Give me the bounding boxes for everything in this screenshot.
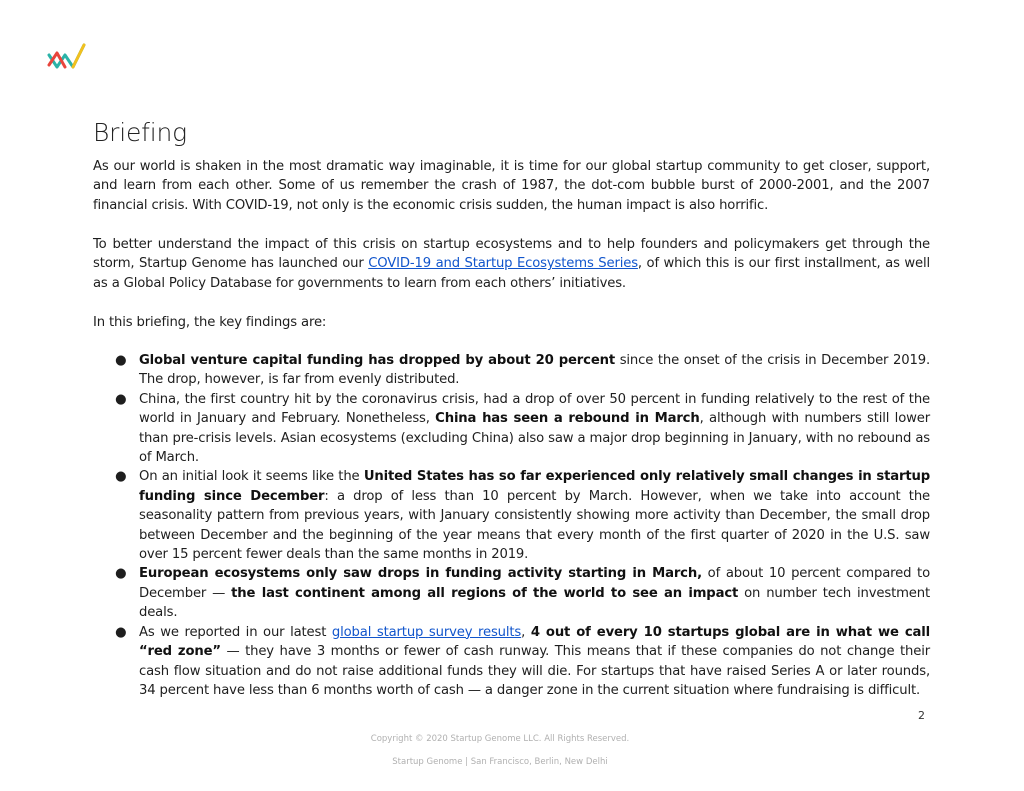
page-number: 2 [918,709,925,722]
finding-text: on number tech investment deals. [139,585,930,621]
list-item [93,351,930,390]
finding-text: China, the first country hit by the coronavirus crisis, had a drop of over 50 percent in funding relatively to the rest of the world in January and February. Nonetheless, [139,391,930,427]
list-item [93,390,930,468]
key-findings-list [93,351,930,700]
finding-text: As we reported in our latest [139,624,332,640]
finding-bold: United States has so far experienced only relatively small changes in startup funding since December [139,469,931,504]
list-item [93,467,930,564]
survey-results-link[interactable]: global startup survey results [331,624,522,640]
finding-bold: European ecosystems only saw drops in funding activity starting in March, [139,566,702,582]
page-title: Briefing [93,118,187,147]
finding-text: : a drop of less than 10 percent by March. However, when we take into account the seasonality pattern from previous years, with January consistently showing more activity than December, the small drop between December and the beginning of the year means that every month of the first quarter of 2020 in the U.S. saw over 15 percent fewer deals than the same months in 2019. [139,488,930,563]
footer-locations: Startup Genome | San Francisco, Berlin, New Delhi [392,757,608,767]
finding-bold: 4 out of every 10 startups global are in what we call “red zone” [139,624,930,660]
bullet-icon: ● [115,624,127,640]
series-paragraph [93,235,930,293]
list-item [93,564,930,622]
finding-text: , [521,624,531,640]
list-item [93,623,930,701]
footer-copyright: Copyright © 2020 Startup Genome LLC. All Rights Reserved. [370,734,630,744]
series-text-after: , of which this is our first installment, as well as a Global Policy Database for governments to learn from each others’ initiatives. [93,256,930,291]
intro-paragraph: As our world is shaken in the most dramatic way imaginable, it is time for our global startup community to get closer, support, and learn from each other. Some of us remember the crash of 1987, the dot-com bubble burst of 2000-2001, and the 2007 financial crisis. With COVID-19, not only is the economic crisis sudden, the human impact is also horrific. [93,159,930,213]
bullet-icon: ● [115,469,127,485]
bullet-icon: ● [115,566,127,582]
finding-bold: Global venture capital funding has dropped by about 20 percent [139,353,616,368]
finding-text: On an initial look it seems like the [139,469,364,485]
series-text-before: To better understand the impact of this crisis on startup ecosystems and to help founders and policymakers get through the storm, Startup Genome has launched our [93,237,930,272]
finding-bold: China has seen a rebound in March [435,411,700,427]
finding-text: of about 10 percent compared to December — [139,566,930,601]
covid-series-link[interactable]: COVID-19 and Startup Ecosystems Series [368,256,638,272]
findings-intro: In this briefing, the key findings are: [93,315,327,330]
finding-text: since the onset of the crisis in December 2019. The drop, however, is far from evenly distributed. [139,353,931,388]
startup-genome-logo-icon [46,42,88,76]
bullet-icon: ● [115,353,127,368]
finding-text: , although with numbers still lower than pre-crisis levels. Asian ecosystems (excluding China) also saw a major drop beginning in January, with no rebound as of March. [139,411,930,466]
finding-bold: the last continent among all regions of the world to see an impact [231,585,739,601]
finding-text: — they have 3 months or fewer of cash runway. This means that if these companies do not change their cash flow situation and do not raise additional funds they will die. For startups that have raised Series A or later rounds, 34 percent have less than 6 months worth of cash — a danger zone in the current situation where fundraising is difficult. [139,644,930,698]
bullet-icon: ● [115,391,127,407]
